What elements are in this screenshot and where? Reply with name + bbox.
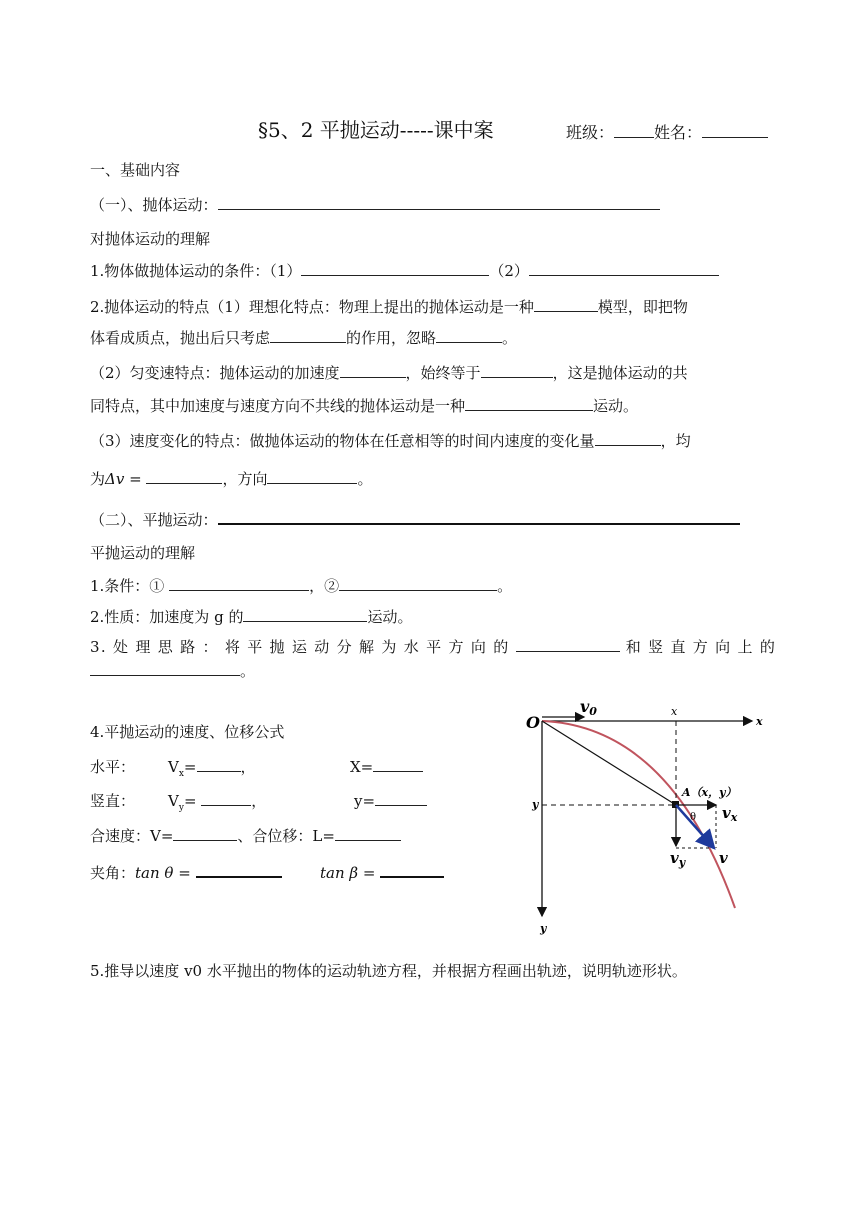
projectile-condition-blank-1[interactable]	[169, 576, 309, 591]
resultant-row	[90, 826, 401, 846]
vy-eq: =	[183, 792, 197, 810]
vertical-label: 竖直：	[90, 792, 136, 810]
feature-text-6: 为	[90, 470, 106, 488]
projectile-condition-end: 。	[497, 577, 513, 595]
vx-blank[interactable]	[197, 757, 241, 772]
vy-label: $v_y$	[670, 849, 686, 869]
feature-text-3: （2）匀变速特点：抛体运动的加速度	[90, 364, 340, 382]
feature-text-4: 同特点，其中加速度与速度方向不共线的抛体运动是一种	[90, 397, 466, 415]
y-axis-label: y	[540, 922, 547, 935]
velocity-change-blank[interactable]	[595, 431, 661, 446]
condition-label-2: （2）	[489, 262, 529, 280]
point-a-label: A（x，y）	[682, 786, 737, 799]
feature-line-2	[90, 328, 517, 348]
vertical-y	[354, 791, 427, 811]
throw-motion-label: （一）、抛体运动：	[90, 196, 218, 214]
angle-row	[90, 862, 282, 883]
approach-text: 3. 处 理 思 路 ： 将 平 抛 运 动 分 解 为 水 平 方 向 的	[90, 638, 510, 656]
feature-text-4-end: 运动。	[593, 397, 639, 415]
consider-blank[interactable]	[270, 328, 346, 343]
feature-line-1	[90, 297, 688, 317]
vertical-row	[90, 791, 135, 811]
vx-symbol: V	[168, 758, 179, 776]
trajectory-curve	[542, 721, 735, 908]
feature-text-6-mid: ，方向	[222, 470, 268, 488]
horizontal-x	[350, 757, 423, 777]
vy-symbol: V	[168, 792, 179, 810]
projectile-condition-mid: ，②	[309, 577, 340, 595]
tan-beta-formula: tan β =	[320, 864, 376, 882]
nature-end: 运动。	[367, 608, 413, 626]
resultant-v-label: V=	[150, 827, 174, 845]
theta-label: θ	[690, 812, 697, 823]
throw-motion-subheading: 对抛体运动的理解	[90, 230, 211, 248]
projectile-blank[interactable]	[218, 509, 740, 525]
vx-eq: =	[183, 758, 197, 776]
x-blank[interactable]	[373, 757, 423, 772]
formula-heading: 4.平抛运动的速度、位移公式	[90, 723, 285, 741]
condition-label-1: 1.物体做抛体运动的条件：（1）	[90, 262, 302, 280]
projectile-condition-label: 1.条件：①	[90, 577, 165, 595]
projectile-line	[90, 509, 740, 530]
resultant-v-blank[interactable]	[173, 826, 237, 841]
condition-line	[90, 261, 719, 281]
vx-comma: ，	[240, 758, 256, 776]
feature-text-2: 体看成质点，抛出后只考虑	[90, 329, 271, 347]
feature-text-3-end: ，这是抛体运动的共	[552, 364, 688, 382]
feature-text-2-mid: 的作用，忽略	[346, 329, 437, 347]
name-label: 姓名：	[654, 123, 703, 142]
projectile-label: （二）、平抛运动：	[90, 511, 218, 529]
feature-text-2-end: 。	[502, 329, 518, 347]
x-tick-label: x	[671, 705, 678, 718]
acceleration-blank[interactable]	[340, 363, 406, 378]
v0-label: v0	[580, 697, 597, 718]
horizontal-vx	[168, 757, 256, 784]
vx-label: $v_x$	[722, 804, 738, 824]
feature-line-6	[90, 469, 372, 489]
condition-blank-2[interactable]	[529, 261, 719, 276]
class-blank[interactable]	[614, 123, 654, 138]
model-blank[interactable]	[534, 297, 598, 312]
projectile-condition-blank-2[interactable]	[339, 576, 497, 591]
y-tick-label: y	[532, 798, 539, 811]
vy-subscript: y	[178, 803, 184, 813]
vy-comma: ，	[251, 792, 267, 810]
motion-type-blank[interactable]	[465, 396, 593, 411]
approach-line	[90, 637, 776, 657]
y-label: y=	[354, 792, 376, 810]
resultant-l-blank[interactable]	[335, 826, 401, 841]
feature-text-1-end: 模型，即把物	[597, 298, 688, 316]
throw-motion-blank[interactable]	[218, 195, 660, 210]
class-name-fields	[566, 123, 768, 143]
tan-theta-formula: tan θ =	[135, 864, 191, 882]
section-heading-basic: 一、基础内容	[90, 161, 181, 179]
resultant-label: 合速度：	[90, 827, 151, 845]
v-label: v	[719, 849, 728, 867]
page-title: §5、2 平抛运动-----课中案	[258, 118, 494, 142]
y-blank[interactable]	[375, 791, 427, 806]
condition-blank-1[interactable]	[301, 261, 489, 276]
name-blank[interactable]	[702, 123, 768, 138]
resultant-l-label: 、合位移：L=	[237, 827, 335, 845]
throw-motion-line	[90, 195, 660, 215]
vertical-vy	[168, 791, 266, 818]
feature-text-5-end: ，均	[660, 432, 691, 450]
horizontal-label: 水平：	[90, 758, 136, 776]
class-label: 班级：	[566, 123, 615, 142]
feature-text-1: 2.抛体运动的特点（1）理想化特点：物理上提出的抛体运动是一种	[90, 298, 534, 316]
horizontal-row	[90, 757, 135, 777]
tan-theta-blank[interactable]	[196, 862, 282, 878]
vy-blank[interactable]	[201, 791, 251, 806]
approach-end: 。	[240, 662, 256, 680]
feature-line-3	[90, 363, 688, 383]
feature-text-3-mid: ，始终等于	[405, 364, 481, 382]
x-label: X=	[350, 758, 374, 776]
nature-line	[90, 607, 412, 627]
vertical-motion-blank[interactable]	[90, 661, 240, 676]
angle-label: 夹角：	[90, 864, 136, 882]
direction-blank[interactable]	[267, 469, 357, 484]
feature-line-5	[90, 431, 691, 451]
approach-line-2	[90, 661, 255, 681]
nature-label: 2.性质：加速度为 g 的	[90, 608, 244, 626]
angle-row-beta	[320, 862, 444, 883]
feature-text-5: （3）速度变化的特点：做抛体运动的物体在任意相等的时间内速度的变化量	[90, 432, 595, 450]
feature-line-4	[90, 396, 638, 416]
feature-text-6-end: 。	[357, 470, 373, 488]
projectile-diagram	[520, 690, 780, 940]
equals-blank[interactable]	[481, 363, 553, 378]
x-axis-label: x	[756, 715, 763, 728]
approach-text-mid: 和 竖 直 方 向 上 的	[625, 638, 777, 656]
horizontal-motion-blank[interactable]	[516, 637, 620, 652]
ignore-blank[interactable]	[436, 328, 502, 343]
derivation-question: 5.推导以速度 v0 水平抛出的物体的运动轨迹方程，并根据方程画出轨迹，说明轨迹形状。	[90, 962, 687, 980]
nature-blank[interactable]	[243, 607, 367, 622]
projectile-condition-line	[90, 576, 512, 596]
origin-label: O	[526, 713, 540, 732]
delta-v-blank[interactable]	[146, 469, 222, 484]
tan-beta-blank[interactable]	[380, 862, 444, 878]
vx-subscript: x	[178, 769, 184, 779]
projectile-subheading: 平抛运动的理解	[90, 544, 196, 562]
delta-v-formula: Δv =	[105, 470, 142, 488]
displacement-line	[542, 721, 676, 805]
